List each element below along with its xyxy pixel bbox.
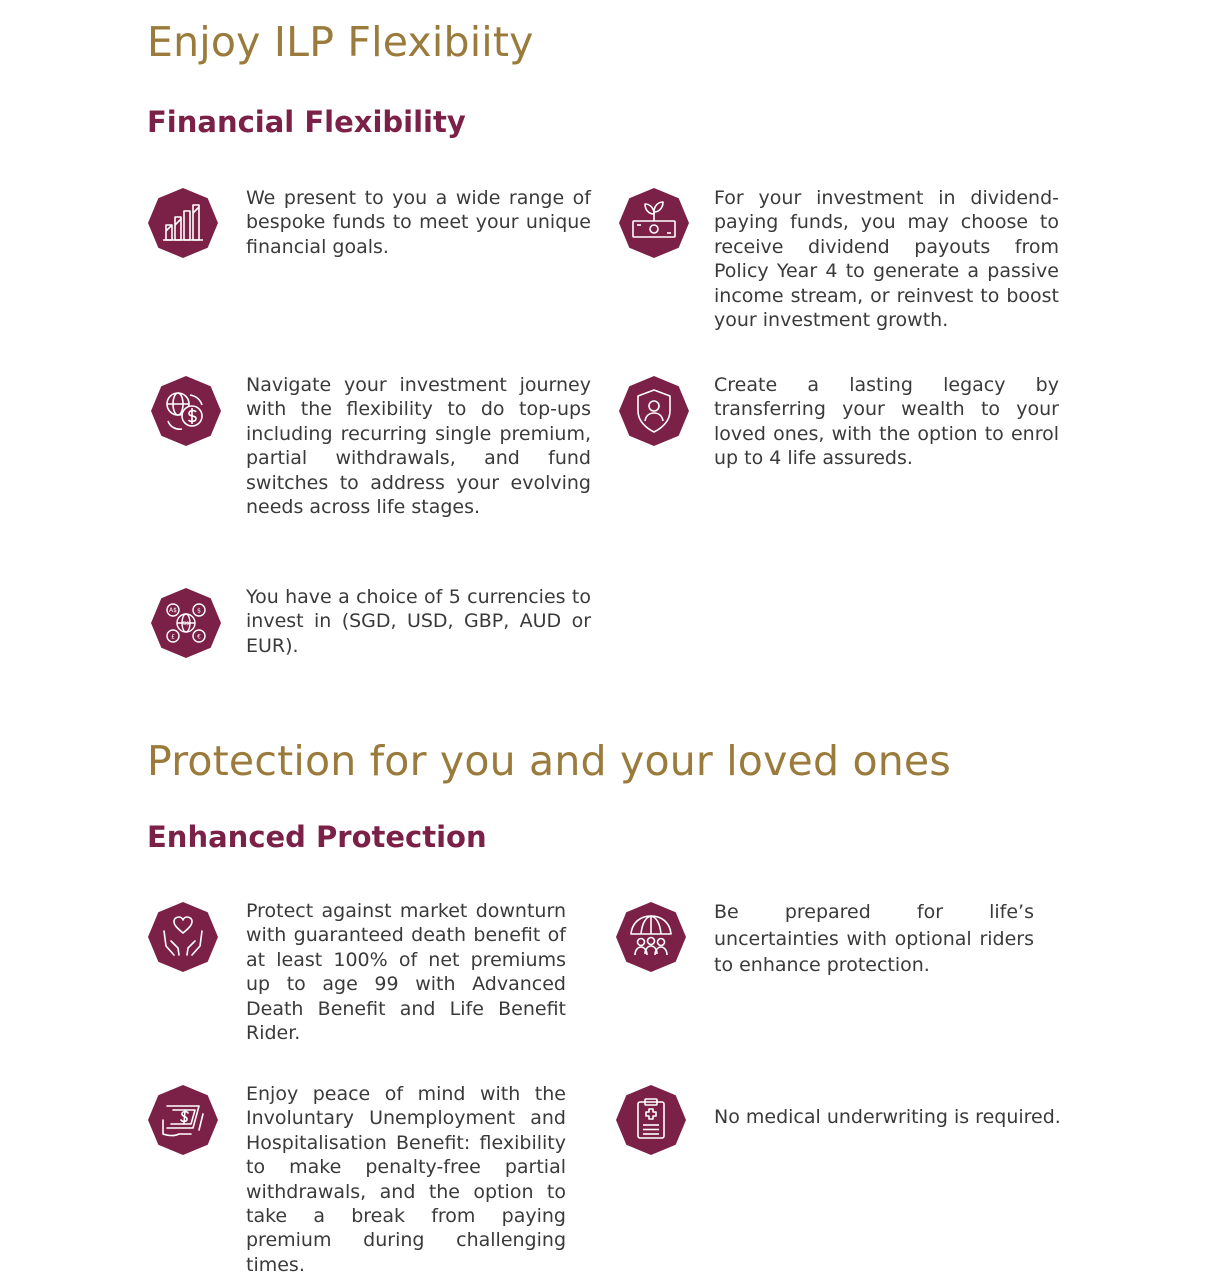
flex-item-3-text: Navigate your investment journey with the flexibility to do top-ups including recurring single premium, partial withdrawals, and fund switches to address your evolving needs across life stages. bbox=[246, 374, 591, 519]
hands-heart-icon bbox=[147, 901, 219, 973]
svg-text:S$: S$ bbox=[182, 621, 190, 627]
flex-item-4-text: Create a lasting legacy by transferring your wealth to your loved ones, with the option to enrol up to 4 life assureds. bbox=[714, 374, 1059, 470]
money-plant-icon bbox=[618, 187, 690, 259]
subtitle-enhanced-protection: Enhanced Protection bbox=[147, 820, 487, 854]
svg-text:A$: A$ bbox=[169, 607, 177, 614]
protect-item-4-text: No medical underwriting is required. bbox=[714, 1106, 1061, 1128]
flex-item-2-text: For your investment in dividend-paying funds, you may choose to receive dividend payouts from Policy Year 4 to generate a passive income stream, or reinvest to boost your investment growth. bbox=[714, 187, 1059, 332]
svg-text:£: £ bbox=[171, 633, 175, 641]
section-title-protection: Protection for you and your loved ones bbox=[147, 737, 951, 785]
flex-item-1-text: We present to you a wide range of bespoke funds to meet your unique financial goals. bbox=[246, 187, 591, 258]
hand-money-icon bbox=[147, 1084, 219, 1156]
shield-person-icon bbox=[618, 375, 690, 447]
flex-item-5-text: You have a choice of 5 currencies to invest in (SGD, USD, GBP, AUD or EUR). bbox=[246, 586, 591, 657]
currency-globe-icon bbox=[150, 587, 222, 659]
svg-text:€: € bbox=[197, 633, 201, 641]
medical-clipboard-icon bbox=[615, 1084, 687, 1156]
protect-item-1-text: Protect against market downturn with guaranteed death benefit of at least 100% of net premiums up to age 99 with Advanced Death Benefit and Life Benefit Rider. bbox=[246, 900, 566, 1045]
bar-chart-icon bbox=[147, 187, 219, 259]
protect-item-2-text: Be prepared for life’s uncertainties with optional riders to enhance protection. bbox=[714, 901, 1034, 976]
umbrella-family-icon bbox=[615, 901, 687, 973]
protect-item-3-text: Enjoy peace of mind with the Involuntary Unemployment and Hospitalisation Benefit: flexibility to make penalty-free partial withdrawals, and the option to take a break from paying premium during challenging times. bbox=[246, 1083, 566, 1276]
subtitle-financial-flexibility: Financial Flexibility bbox=[147, 105, 466, 139]
globe-dollar-icon bbox=[150, 375, 222, 447]
section-title-flexibility: Enjoy ILP Flexibiity bbox=[147, 18, 534, 66]
svg-text:$: $ bbox=[197, 607, 201, 615]
